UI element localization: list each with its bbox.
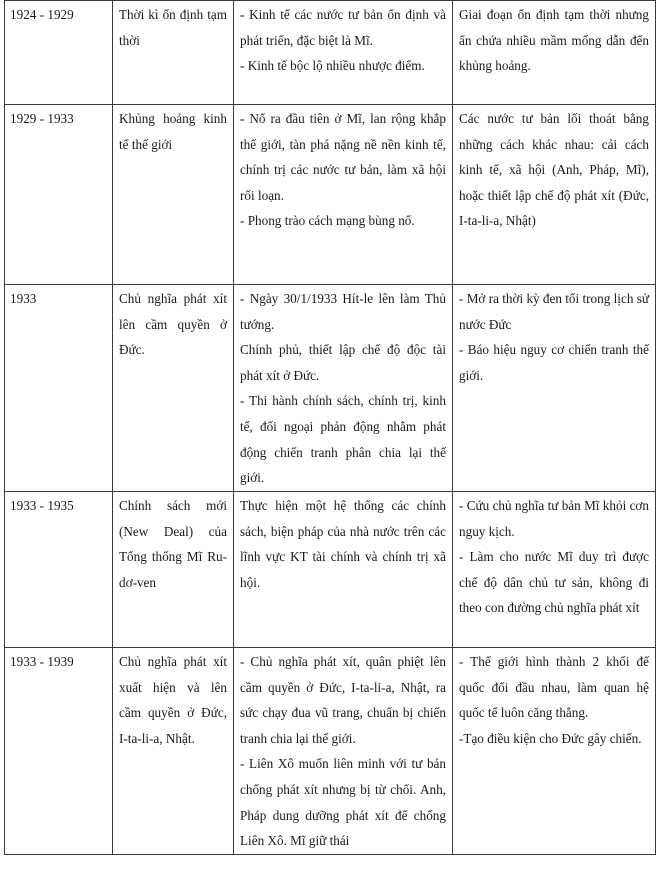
significance-paragraph: - Làm cho nước Mĩ duy trì được chế độ dân chủ tư sản, không đi theo con đường chủ nghĩa phát xít <box>459 549 649 616</box>
event-cell: Chính sách mới (New Deal) của Tổng thống Mĩ Ru-dơ-ven <box>113 492 234 648</box>
content-cell <box>234 1 453 105</box>
significance-paragraph: - Cứu chủ nghĩa tư bản Mĩ khỏi cơn nguy kịch. <box>459 498 649 539</box>
significance-cell <box>453 1 656 105</box>
significance-cell <box>453 648 656 855</box>
event-cell: Chủ nghĩa phát xít lên cầm quyền ở Đức. <box>113 285 234 492</box>
content-paragraph: Thực hiện một hệ thống các chính sách, biện pháp của nhà nước trên các lĩnh vực KT tài chính và chính trị xã hội. <box>240 498 446 590</box>
table-row <box>5 285 656 492</box>
period-cell: 1933 <box>5 285 113 492</box>
significance-paragraph: - Thế giới hình thành 2 khối đế quốc đối đầu nhau, làm quan hệ quốc tế luôn căng thẳng. <box>459 654 649 721</box>
significance-paragraph: Giai đoạn ổn định tạm thời nhưng ẩn chứa nhiều mầm mống dẫn đến khủng hoảng. <box>459 7 649 74</box>
content-paragraph: - Phong trào cách mạng bùng nổ. <box>240 213 415 229</box>
significance-paragraph: - Mở ra thời kỳ đen tối trong lịch sử nước Đức <box>459 291 649 332</box>
significance-paragraph: Các nước tư bản lối thoát bằng những cách khác nhau: cải cách kinh tế, xã hội (Anh, Pháp, Mĩ), hoặc thiết lập chế độ phát xít (Đức, I-ta-li-a, Nhật) <box>459 111 649 229</box>
table-row <box>5 105 656 285</box>
significance-paragraph: -Tạo điều kiện cho Đức gây chiến. <box>459 730 642 746</box>
significance-cell <box>453 285 656 492</box>
period-cell: 1933 - 1939 <box>5 648 113 855</box>
content-paragraph: - Kinh tế bộc lộ nhiều nhược điểm. <box>240 58 425 74</box>
content-paragraph: - Liên Xô muốn liên minh với tư bản chống phát xít nhưng bị từ chối. Anh, Pháp dung dưỡng phát xít để chống Liên Xô. Mĩ giữ thái <box>240 756 446 849</box>
content-paragraph: Chính phủ, thiết lập chế độ độc tài phát xít ở Đức. <box>240 342 446 383</box>
content-paragraph: - Nổ ra đầu tiên ở Mĩ, lan rộng khắp thế giới, tàn phá nặng nề nền kinh tế, chính trị các nước tư bản, làm xã hội rối loạn. <box>240 111 446 203</box>
event-cell: Thời kì ổn định tạm thời <box>113 1 234 105</box>
table-row <box>5 492 656 648</box>
history-table <box>4 0 656 855</box>
period-cell: 1933 - 1935 <box>5 492 113 648</box>
content-cell <box>234 105 453 285</box>
table-row <box>5 648 656 855</box>
content-cell <box>234 648 453 855</box>
event-cell: Khủng hoảng kinh tế thế giới <box>113 105 234 285</box>
period-cell: 1929 - 1933 <box>5 105 113 285</box>
content-paragraph: - Kinh tế các nước tư bản ổn định và phát triển, đặc biệt là Mĩ. <box>240 7 446 48</box>
content-paragraph: - Thi hành chính sách, chính trị, kinh tế, đối ngoại phản động nhằm phát động chiến tranh phân chia lại thế giới. <box>240 393 446 486</box>
significance-cell <box>453 492 656 648</box>
table-row <box>5 1 656 105</box>
period-cell: 1924 - 1929 <box>5 1 113 105</box>
content-paragraph: - Ngày 30/1/1933 Hít-le lên làm Thủ tướng. <box>240 291 446 332</box>
significance-paragraph: - Báo hiệu nguy cơ chiến tranh thế giới. <box>459 342 649 383</box>
content-cell <box>234 285 453 492</box>
content-paragraph: - Chủ nghĩa phát xít, quân phiệt lên cầm quyền ở Đức, I-ta-li-a, Nhật, ra sức chạy đua vũ trang, chuẩn bị chiến tranh chia lại thế giới. <box>240 654 446 746</box>
event-cell: Chủ nghĩa phát xít xuất hiện và lên cầm quyền ở Đức, I-ta-li-a, Nhật. <box>113 648 234 855</box>
content-cell <box>234 492 453 648</box>
significance-cell <box>453 105 656 285</box>
